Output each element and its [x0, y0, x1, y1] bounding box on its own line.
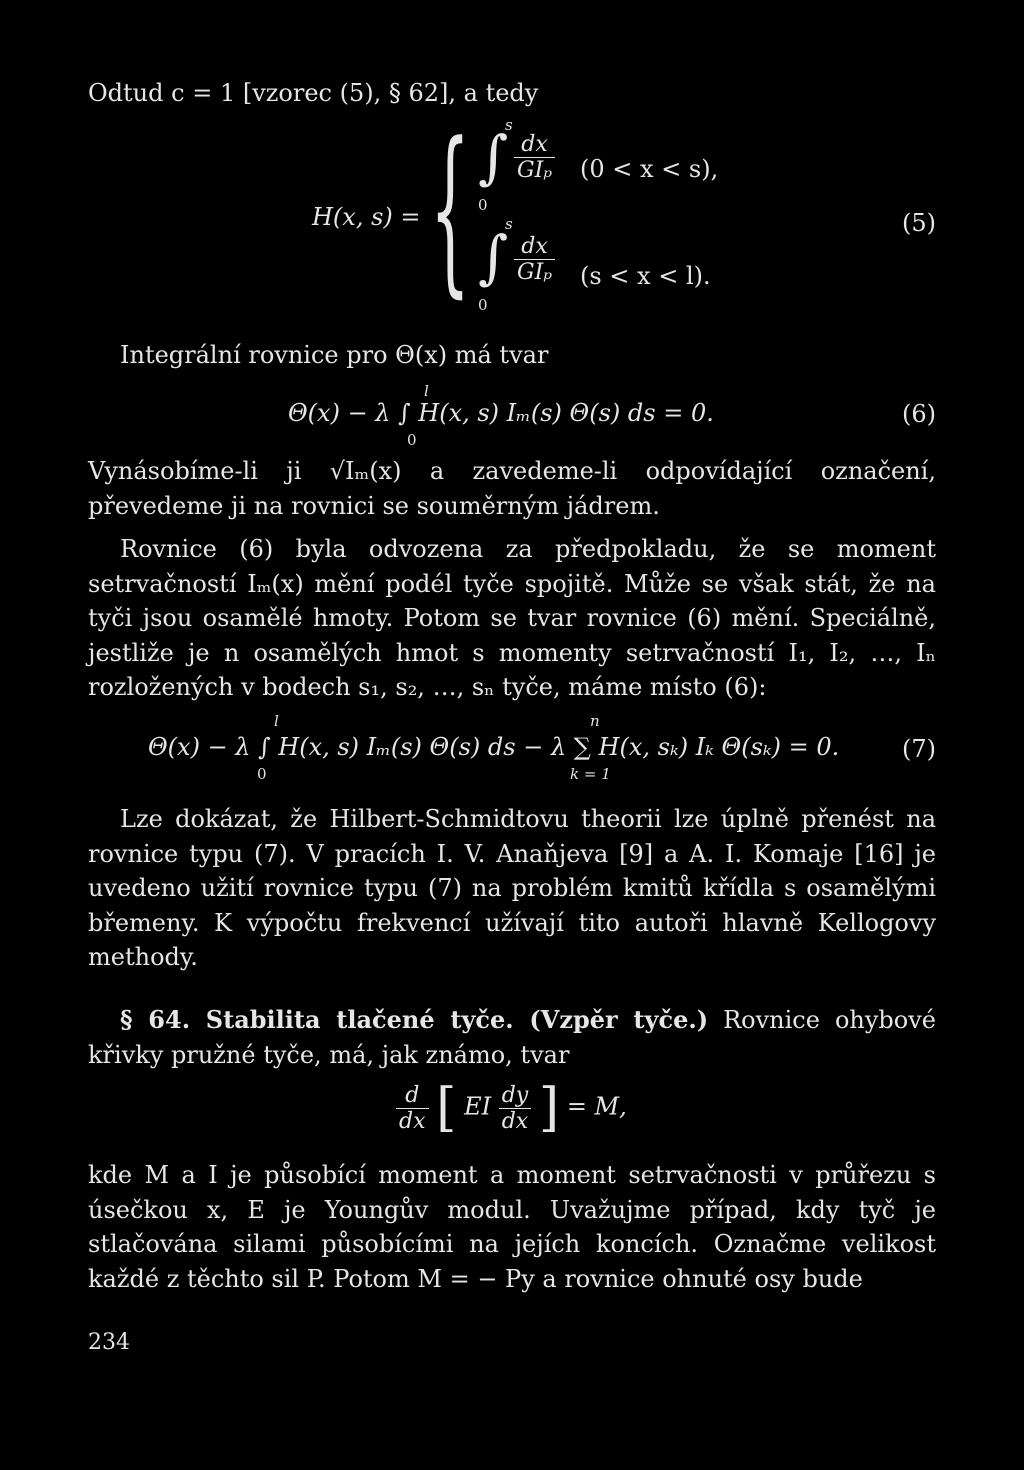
eq7-upper-sum: n	[590, 712, 600, 730]
eq5-lower-1: 0	[478, 196, 488, 214]
eq5-lower-2: 0	[478, 296, 488, 314]
eq5-lhs: H(x, s) =	[312, 203, 421, 231]
page-number: 234	[88, 1330, 130, 1355]
eq6-body: Θ(x) − λ ∫ H(x, s) Iₘ(s) Θ(s) ds = 0.	[288, 399, 714, 427]
eq5-den-1: GIₚ	[517, 158, 553, 183]
paragraph-hilbert: Lze dokázat, že Hilbert-Schmidtovu theorii lze úplně přenést na rovnice typu (7). V pracích I. V. Anaňjeva [9] a A. I. Komaje [16] je uvedeno užití rovnice typu (7) na problém kmitů křídla s osamělými břemeny. K výpočtu frekvencí užívají tito autoři hlavně Kellogovy methody.	[88, 805, 936, 971]
intro-line: Odtud c = 1 [vzorec (5), § 62], a tedy	[88, 79, 539, 107]
eq7-upper-int: l	[274, 712, 279, 730]
paragraph-kde: kde M a I je působící moment a moment setrvačnosti v průřezu s úsečkou x, E je Youngův modul. Uvažujme případ, kdy tyč je stlačována silami působícími na jejích koncích. Označme velikost každé z těchto sil P. Potom M = − Py a rovnice ohnuté osy bude	[88, 1161, 936, 1293]
eq5-condition-2: (s < x < l).	[580, 262, 711, 290]
eq5-den-2: GIₚ	[517, 260, 553, 285]
section-64	[88, 1003, 936, 1072]
eq5-num-2: dx	[514, 234, 555, 260]
eq6-lower: 0	[407, 431, 417, 449]
beam-den-d: dx	[399, 1108, 426, 1134]
beam-den-dy: dx	[501, 1108, 529, 1134]
eq7-lower-int: 0	[257, 765, 267, 783]
eq5-upper-1: s	[505, 116, 513, 134]
eq5-upper-2: s	[505, 215, 513, 233]
beam-bracket-open: [	[436, 1078, 457, 1138]
eq5-fraction-2	[514, 234, 555, 285]
beam-num-dy: dy	[499, 1083, 532, 1109]
paragraph-multiply: Vynásobíme-li ji √Iₘ(x) a zavedeme-li odpovídající označení, převedeme ji na rovnici se souměrným jádrem.	[88, 457, 936, 520]
eq7-lower-sum: k = 1	[570, 765, 611, 783]
eq5-number: (5)	[902, 209, 936, 237]
eq7-number: (7)	[902, 735, 936, 763]
eq6-number: (6)	[902, 400, 936, 428]
eq5-integral-1: ∫	[478, 123, 509, 191]
beam-inner-pre: EI	[464, 1092, 492, 1121]
beam-num-d: d	[396, 1083, 429, 1109]
integral-intro-line: Integrální rovnice pro Θ(x) má tvar	[120, 341, 549, 369]
section-64-text: Rovnice ohybové křivky pružné tyče, má, jak známo, tvar	[88, 1006, 936, 1069]
paragraph-rovnice-6: Rovnice (6) byla odvozena za předpokladu, že se moment setrvačností Iₘ(x) mění podél tyče spojitě. Může se však stát, že na tyči jsou osamělé hmoty. Potom se tvar rovnice (6) mění. Speciálně, jestliže je n osamělých hmot s momenty setrvačností I₁, I₂, …, Iₙ rozložených v bodech s₁, s₂, …, sₙ tyče, máme místo (6):	[88, 535, 936, 701]
eq5-integral-2: ∫	[478, 223, 509, 291]
beam-bracket-close: ]	[538, 1078, 560, 1138]
eq5-num-1: dx	[514, 132, 555, 158]
eq6-upper: l	[424, 382, 429, 400]
equation-beam	[396, 1078, 627, 1138]
beam-rhs: = M,	[566, 1092, 627, 1121]
section-64-title: § 64. Stabilita tlačené tyče. (Vzpěr tyče.)	[120, 1005, 709, 1034]
eq5-condition-1: (0 < x < s),	[580, 155, 719, 183]
eq5-fraction-1	[514, 132, 555, 183]
eq5-brace: {	[430, 105, 471, 314]
eq7-body: Θ(x) − λ ∫ H(x, s) Iₘ(s) Θ(s) ds − λ ∑ H(x, sₖ) Iₖ Θ(sₖ) = 0.	[148, 733, 840, 761]
